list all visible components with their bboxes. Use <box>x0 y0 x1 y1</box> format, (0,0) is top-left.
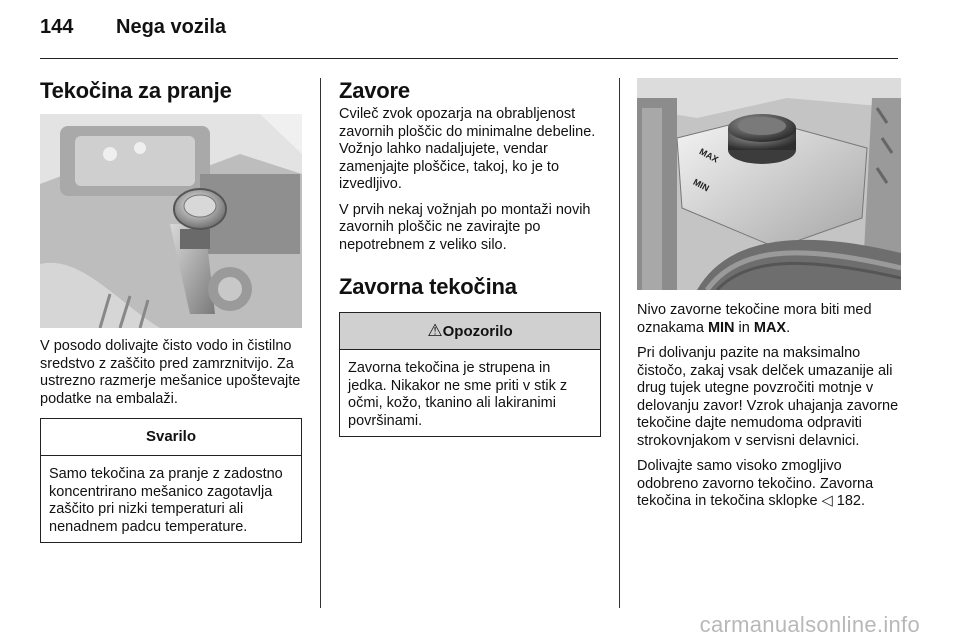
section-heading-brakes: Zavore <box>339 78 410 103</box>
warning-box-title: Opozorilo <box>442 323 513 340</box>
level-text-pre: Nivo zavorne tekočine mora biti med oznakama <box>637 302 872 336</box>
brake-fluid-level-paragraph <box>637 302 901 337</box>
column-washer-fluid <box>40 78 302 543</box>
brake-fluid-type-paragraph <box>637 458 901 511</box>
brake-fluid-reservoir-photo <box>637 78 901 290</box>
brakes-paragraph-1: Cvileč zvok opozarja na obrabljenost zavornih ploščic do minimalne debeline. Vožnjo lahko nadaljujete, vendar zamenjajte ploščice, takoj, ko je to izvedljivo. <box>339 106 596 192</box>
column-brake-fluid-level <box>637 78 901 511</box>
column-brakes <box>339 78 601 437</box>
max-mark-text: MAX <box>753 319 787 336</box>
washer-reservoir-illustration <box>40 114 302 328</box>
max-mark-label: MAX <box>697 146 721 165</box>
section-heading-washer-fluid: Tekočina za pranje <box>40 78 232 103</box>
page-reference[interactable]: 182. <box>832 493 865 509</box>
column-divider-right <box>619 78 620 608</box>
warning-box-header <box>340 313 600 350</box>
column-divider-left <box>320 78 321 608</box>
watermark: carmanualsonline.info <box>699 612 920 637</box>
warning-box-svarilo <box>40 418 302 543</box>
section-heading-brake-fluid: Zavorna tekočina <box>339 274 517 299</box>
page-reference-arrow-icon: ◁ <box>821 493 833 509</box>
min-mark-label: MIN <box>691 176 711 194</box>
header-rule <box>40 58 898 59</box>
brakes-paragraph-2: V prvih nekaj vožnjah po montaži novih zavornih ploščic ne zavirajte po nepotrebnem z veliko silo. <box>339 201 591 253</box>
warning-box-title: Svarilo <box>41 419 301 456</box>
washer-fluid-paragraph: V posodo dolivajte čisto vodo in čistilno sredstvo z zaščito pred zamrznitvijo. Za ustrezno razmerje mešanice upoštevajte podatke na embalaži. <box>40 338 301 407</box>
chapter-title: Nega vozila <box>116 16 227 38</box>
fluid-type-text: Dolivajte samo visoko zmogljivo odobreno zavorno tekočino. Zavorna tekočina in tekočina sklopke <box>637 458 874 509</box>
warning-box-text: Samo tekočina za pranje z zadostno koncentrirano mešanico zagotavlja zaščito pri nizki temperaturi ali nenadnem padcu temperature. <box>49 466 283 535</box>
level-text-end: . <box>786 319 791 336</box>
washer-reservoir-photo <box>40 114 302 328</box>
warning-box-opozorilo <box>339 312 601 437</box>
brake-fluid-cleanliness-paragraph: Pri dolivanju pazite na maksimalno čistočo, zakaj vsak delček umazanije ali drug tujek utegne povzročiti motnje v delovanju zavor! Vzrok uhajanja zavorne tekočine dajte nemudoma odpraviti strokovnjakom v servisni delavnici. <box>637 345 899 449</box>
warning-triangle-icon: ⚠ <box>427 321 443 340</box>
level-text-mid: in <box>734 319 754 336</box>
warning-box-text: Zavorna tekočina je strupena in jedka. Nikakor ne sme priti v stik z očmi, kožo, tkanino ali lakiranimi površinami. <box>348 360 568 429</box>
page-number: 144 <box>40 16 74 38</box>
brake-fluid-reservoir-illustration <box>637 78 901 290</box>
min-mark-text: MIN <box>707 319 735 336</box>
